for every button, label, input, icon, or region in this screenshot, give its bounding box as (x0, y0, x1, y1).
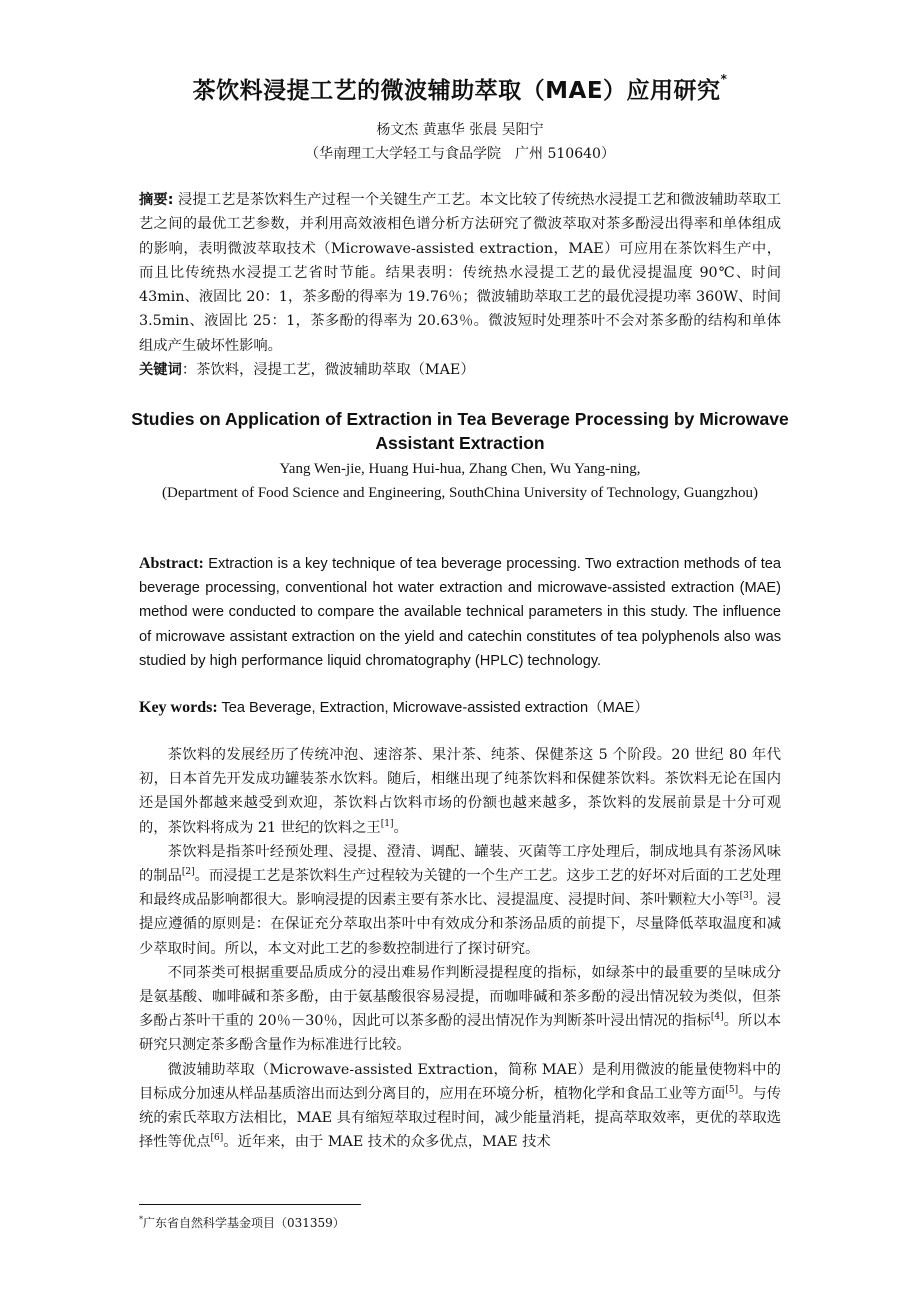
footnote-divider (139, 1204, 361, 1205)
chinese-abstract (139, 188, 781, 358)
citation-ref: [4] (710, 1012, 724, 1023)
chinese-keywords-text: ：茶饮料，浸提工艺，微波辅助萃取（MAE） (181, 362, 475, 378)
footnote-text: 广东省自然科学基金项目（031359） (143, 1216, 345, 1230)
paragraph-text: 不同茶类可根据重要品质成分的浸出难易作判断浸提程度的指标，如绿茶中的最重要的呈味成分是氨基酸、咖啡碱和茶多酚，由于氨基酸很容易浸提，而咖啡碱和茶多酚的浸出情况较为类似，但茶多酚占茶叶干重的 20％－30％，因此可以茶多酚的浸出情况作为判断茶叶浸出情况的指标 (139, 964, 781, 1030)
paragraph-text: 。近年来，由于 MAE 技术的众多优点，MAE 技术 (223, 1134, 551, 1151)
citation-ref: [2] (181, 867, 195, 878)
citation-ref: [3] (739, 891, 753, 902)
chinese-keywords-label: 关键词 (139, 362, 182, 378)
paragraph-text: 茶饮料的发展经历了传统冲泡、速溶茶、果汁茶、纯茶、保健茶这 5 个阶段。20 世纪 80 年代初，日本首先开发成功罐装茶水饮料。随后，相继出现了纯茶饮料和保健茶饮料。茶饮料无论在国内还是国外都越来越受到欢迎，茶饮料占饮料市场的份额也越来越多，茶饮料的发展前景是十分可观的，茶饮料将成为 21 世纪的饮料之王 (139, 747, 781, 836)
english-keywords-text: Tea Beverage, Extraction, Microwave-assisted extraction（MAE） (217, 700, 649, 716)
paragraph-text: 。 (393, 819, 408, 836)
citation-ref: [6] (210, 1133, 224, 1144)
english-keywords (139, 696, 781, 720)
paper-title-text: 茶饮料浸提工艺的微波辅助萃取（MAE）应用研究 (192, 78, 721, 104)
affiliation: （华南理工大学轻工与食品学院 广州 510640） (305, 146, 615, 162)
citation-ref: [1] (380, 818, 394, 829)
paragraph-text: 。浸提应遵循的原则是：在保证充分萃取出茶叶中有效成分和茶汤品质的前提下，尽量降低萃取温度和减少萃取时间。所以，本文对此工艺的参数控制进行了探讨研究。 (139, 892, 782, 957)
english-keywords-label: Key words: (139, 699, 218, 716)
english-authors: Yang Wen-jie, Huang Hui-hua, Zhang Chen, Wu Yang-ning, (279, 461, 641, 477)
body-text (139, 743, 781, 1154)
citation-ref: [5] (725, 1085, 739, 1096)
paragraph-text: 。所以本研究只测定茶多酚含量作为标准进行比较。 (139, 1013, 781, 1054)
english-abstract-text: Extraction is a key technique of tea beverage processing. Two extraction methods of tea beverage processing, conventional hot water extraction and microwave-assisted extraction (MAE) method were conducted to compare the available technical parameters in this study. The influence of microwave assistant extraction on the yield and catechin constitutes of tea polyphenols also was studied by high performance liquid chromatography (HPLC) technology. (139, 556, 781, 669)
chinese-abstract-text: 浸提工艺是茶饮料生产过程一个关键生产工艺。本文比较了传统热水浸提工艺和微波辅助萃取工艺之间的最优工艺参数，并利用高效液相色谱分析方法研究了微波萃取对茶多酚浸出得率和单体组成的影响，表明微波萃取技术（Microwave-assisted extraction，MAE）可应用在茶饮料生产中，而且比传统热水浸提工艺省时节能。结果表明：传统热水浸提工艺的最优浸提温度 90℃、时间 43min、液固比 20：1，茶多酚的得率为 19.76％；微波辅助萃取工艺的最优浸提功率 360W、时间 3.5min、液固比 25：1，茶多酚的得率为 20.63％。微波短时处理茶叶不会对茶多酚的结构和单体组成产生破坏性影响。 (139, 192, 782, 354)
paragraph-2 (139, 840, 781, 961)
chinese-abstract-label: 摘要: (139, 192, 174, 208)
paragraph-text: 。而浸提工艺是茶饮料生产过程较为关键的一个生产工艺。这步工艺的好坏对后面的工艺处理和最终成品影响都很大。影响浸提的因素主要有茶水比、浸提温度、浸提时间、茶叶颗粒大小等 (139, 868, 781, 909)
authors: 杨文杰 黄惠华 张晨 吴阳宁 (376, 122, 544, 138)
paragraph-text: 。与传统的索氏萃取方法相比，MAE 具有缩短萃取过程时间，减少能量消耗，提高萃取效率，更优的萃取选择性等优点 (139, 1085, 781, 1151)
paragraph-3 (139, 961, 781, 1058)
english-affiliation: (Department of Food Science and Engineering, SouthChina University of Technology, Guangzhou) (162, 485, 758, 501)
paragraph-1 (139, 743, 781, 840)
english-title: Studies on Application of Extraction in Tea Beverage Processing by Microwave Assistant Extraction (131, 409, 789, 453)
english-abstract-label: Abstract: (139, 555, 204, 572)
chinese-keywords (139, 358, 781, 382)
english-abstract (139, 552, 781, 673)
footnote (139, 1214, 345, 1231)
paragraph-4 (139, 1058, 781, 1155)
title-footnote-mark: * (720, 72, 728, 86)
paper-title (130, 72, 790, 105)
paragraph-text: 茶饮料是指茶叶经预处理、浸提、澄清、调配、罐装、灭菌等工序处理后，制成地具有茶汤风味的制品 (139, 843, 781, 885)
footnote-mark: * (139, 1215, 143, 1224)
paragraph-text: 微波辅助萃取（Microwave-assisted Extraction，简称 MAE）是利用微波的能量使物料中的目标成分加速从样品基质溶出而达到分离目的，应用在环境分析，植物化学和食品工业等方面 (139, 1061, 781, 1102)
